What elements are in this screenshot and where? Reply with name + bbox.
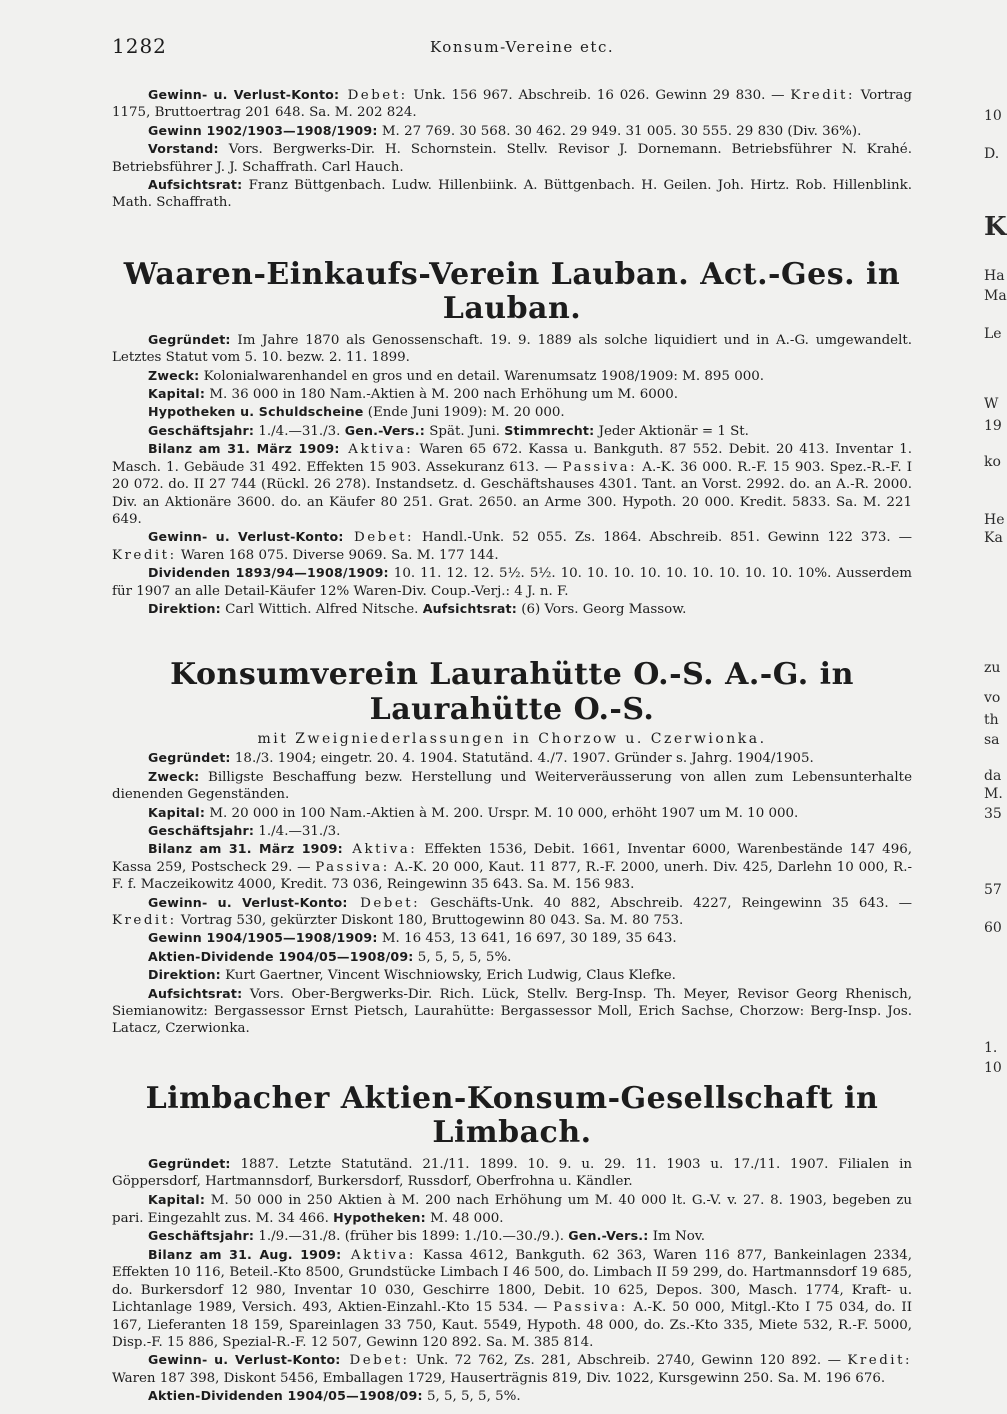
paragraph <box>112 948 912 966</box>
field-text: Carl Wittich. Alfred Nitsche. <box>220 601 423 617</box>
field-text: Vortrag 530, gekürzter Diskont 180, Bruttogewinn 80 043. Sa. M. 80 753. <box>176 913 684 928</box>
field-text: Im Jahre 1870 als Genossenschaft. 19. 9. 1889 als solche liquidiert und in A.-G. umgewandelt. Letztes Statut vom 5. 10. bezw. 2. 11. 1899. <box>112 332 912 366</box>
field-label: Aufsichtsrat: <box>148 177 243 193</box>
paragraph <box>112 894 912 930</box>
paragraph <box>112 176 912 212</box>
margin-fragment: th <box>984 712 999 728</box>
field-text: A.-K. 20 000, Kaut. 11 877, R.-F. 2000, unerh. Div. 425, Darlehn 10 000, R.-F. f. Maczeikowitz 4000, Kredit. 73 036, Reingewinn 35 643. Sa. M. 156 983. <box>112 859 912 893</box>
field-label: Kapital: <box>148 1191 206 1207</box>
field-label: Gewinn- u. Verlust-Konto: <box>148 894 348 910</box>
company-subtitle: mit Zweigniederlassungen in Chorzow u. Czerwionka. <box>257 731 767 748</box>
field-label: Vorstand: <box>148 141 219 157</box>
field-text: Unk. 156 967. Abschreib. 16 026. Gewinn 29 830. — <box>407 88 791 103</box>
paragraph <box>112 422 912 440</box>
field-text: 1./4.—31./3. <box>254 823 341 839</box>
margin-fragment: 60 <box>984 920 1002 936</box>
margin-fragment: vo <box>984 690 1001 706</box>
paragraph <box>112 929 912 947</box>
margin-fragment: He <box>984 512 1005 528</box>
field-text: Kolonialwarenhandel en gros und en detail. Warenumsatz 1908/1909: M. 895 000. <box>199 368 765 384</box>
entry-continuation <box>112 86 912 212</box>
field-label: Dividenden 1893/94—1908/1909: <box>148 565 389 581</box>
spaced-label: Passiva: <box>562 459 638 475</box>
field-label: Gegründet: <box>148 1155 231 1171</box>
field-label: Zweck: <box>148 367 200 383</box>
running-title: Konsum-Vereine etc. <box>430 38 615 56</box>
field-label: Aufsichtsrat: <box>422 600 518 616</box>
field-text: (6) Vors. Georg Massow. <box>517 601 687 617</box>
paragraph <box>112 1191 912 1228</box>
margin-fragment: Ka <box>984 530 1003 546</box>
field-label: Bilanz am 31. März 1909: <box>148 441 340 457</box>
paragraph <box>112 1246 912 1351</box>
field-text: Handl.-Unk. 52 055. Zs. 1864. Abschreib. 851. Gewinn 122 373. — <box>414 530 912 546</box>
field-label: Geschäftsjahr: <box>148 822 255 838</box>
field-text: Effekten 1536, Debit. 1661, Inventar 6000, Warenbestände 147 496, Kassa 259, Postscheck 29. — <box>112 842 912 875</box>
spaced-label: Debet: <box>347 895 421 911</box>
margin-fragment: da <box>984 768 1002 784</box>
spaced-label: Aktiva: <box>341 1247 416 1263</box>
field-text: Kassa 4612, Bankguth. 62 363, Waren 116 877, Bankeinlagen 2334, Effekten 10 116, Beteil.-Kto 8500, Grundstücke Limbach I 46 500, do. Limbach II 59 299, do. Hartmannsdorf 19 685, do. Burkersdorf 12 980, Inventar 10 030, Geschirre 1800, Debit. 10 625, Depos. 300, Masch. 1774, Kraft- u. Lichtanlage 1989, Versich. 493, Aktien-Einzahl.-Kto 15 534. — <box>112 1247 912 1316</box>
field-text: Jeder Aktionär = 1 St. <box>594 423 749 439</box>
margin-fragment: Le <box>984 326 1002 342</box>
spaced-label: Kredit: <box>112 913 177 928</box>
paragraph <box>112 985 912 1038</box>
company-entry <box>112 258 912 619</box>
field-label: Gen.-Vers.: <box>344 422 425 438</box>
margin-fragment: K <box>984 212 1007 242</box>
spaced-label: Debet: <box>340 1353 410 1369</box>
field-text: Waren 65 672. Kassa u. Bankguth. 87 552. Debit. 20 413. Inventar 1. Masch. 1. Gebäude 31 492. Effekten 15 903. Assekuranz 613. — <box>112 442 912 475</box>
paragraph <box>112 600 912 618</box>
field-text: 10. 11. 12. 12. 5½. 5½. 10. 10. 10. 10. 10. 10. 10. 10. 10. 10%. Ausserdem für 1907 an alle Detail-Käufer 12% Waren-Div. Coup.-Verj.: 4 J. n. F. <box>112 566 912 599</box>
paragraph <box>112 403 912 421</box>
field-text: Franz Büttgenbach. Ludw. Hillenbiink. A. Büttgenbach. H. Geilen. Joh. Hirtz. Rob. Hillenblink. Math. Schaffrath. <box>112 178 912 211</box>
field-label: Bilanz am 31. Aug. 1909: <box>148 1246 342 1262</box>
field-label: Kapital: <box>148 386 206 402</box>
paragraph <box>112 564 912 600</box>
field-text: Geschäfts-Unk. 40 882, Abschreib. 4227, Reingewinn 35 643. — <box>420 895 913 911</box>
margin-fragment: W <box>984 396 999 412</box>
field-label: Gegründet: <box>148 331 231 347</box>
paragraph <box>112 385 912 403</box>
field-label: Stimmrecht: <box>504 422 595 438</box>
paragraph <box>112 768 912 804</box>
field-label: Gewinn 1904/1905—1908/1909: <box>148 930 378 946</box>
paragraph <box>112 966 912 984</box>
paragraph <box>112 840 912 893</box>
field-text: Vors. Ober-Bergwerks-Dir. Rich. Lück, Stellv. Berg-Insp. Th. Meyer, Revisor Georg Rhenisch, Siemianowitz: Bergassessor Ernst Pietsch, Laurahütte: Bergassessor Moll, Erich Sachse, Chorzow: Berg-Insp. Jos. Latacz, Czerwionka. <box>112 986 912 1037</box>
paragraph <box>112 331 912 367</box>
margin-fragment: 57 <box>984 882 1002 898</box>
paragraph <box>112 1387 912 1405</box>
spaced-label: Passiva: <box>553 1300 628 1316</box>
company-title: Waaren-Einkaufs-Verein Lauban. Act.-Ges. in Lauban. <box>123 256 901 327</box>
paragraph <box>112 1155 912 1191</box>
field-label: Gewinn 1902/1903—1908/1909: <box>148 122 378 138</box>
entries <box>112 212 912 1406</box>
field-text: 5, 5, 5, 5, 5%. <box>422 1389 521 1405</box>
field-text: Waren 187 398, Diskont 5456, Emballagen 1729, Hauserträgnis 819, Div. 1022, Kursgewinn 250. Sa. M. 196 676. <box>112 1370 886 1386</box>
field-text: Vors. Bergwerks-Dir. H. Schornstein. Stellv. Revisor J. Dornemann. Betriebsführer N. Krahé. Betriebsführer J. J. Schaffrath. Carl Hauch. <box>112 142 912 175</box>
field-text: M. 36 000 in 180 Nam.-Aktien à M. 200 nach Erhöhung um M. 6000. <box>205 387 679 403</box>
paragraph <box>112 749 912 767</box>
margin-fragment: sa <box>984 732 1000 748</box>
field-text: M. 50 000 in 250 Aktien à M. 200 nach Erhöhung um M. 40 000 lt. G.-V. v. 27. 8. 1903, begeben zu pari. Eingezahlt zus. M. 34 466. <box>112 1192 912 1227</box>
paragraph <box>112 1351 912 1387</box>
page-number: 1282 <box>112 34 167 58</box>
margin-fragment: 19 <box>984 418 1002 434</box>
spaced-label: Kredit: <box>790 88 855 103</box>
field-label: Gegründet: <box>148 750 231 766</box>
field-text: 18./3. 1904; eingetr. 20. 4. 1904. Statutänd. 4./7. 1907. Gründer s. Jahrg. 1904/1905. <box>230 751 814 767</box>
field-label: Bilanz am 31. März 1909: <box>148 841 343 857</box>
paragraph <box>112 1227 912 1245</box>
paragraph <box>112 804 912 822</box>
spaced-label: Kredit: <box>112 547 177 563</box>
text-column <box>112 28 912 1406</box>
company-entry <box>112 658 912 1038</box>
company-title: Konsumverein Laurahütte O.-S. A.-G. in Laurahütte O.-S. <box>170 657 854 727</box>
spaced-label: Aktiva: <box>339 442 414 458</box>
field-text: Waren 168 075. Diverse 9069. Sa. M. 177 144. <box>176 547 499 563</box>
field-text: A.-K. 50 000, Mitgl.-Kto I 75 034, do. II 167, Lieferanten 18 159, Spareinlagen 33 750, Kaut. 5549, Hypoth. 48 000, do. Zs.-Kto 335, Miete 532, R.-F. 5000, Disp.-F. 15 886, Spezial-R.-F. 12 507, Gewinn 120 892. Sa. M. 385 814. <box>112 1300 912 1350</box>
field-label: Direktion: <box>148 967 221 983</box>
company-entry <box>112 1082 912 1406</box>
field-label: Gewinn- u. Verlust-Konto: <box>148 87 340 102</box>
spaced-label: Passiva: <box>315 859 390 875</box>
field-text: Im Nov. <box>648 1229 706 1245</box>
spaced-label: Kredit: <box>847 1353 912 1369</box>
field-text: Billigste Beschaffung bezw. Herstellung und Weiterveräusserung von allen zum Lebensunterhalte dienenden Gegenständen. <box>112 769 912 803</box>
field-text: Kurt Gaertner, Vincent Wischniowsky, Erich Ludwig, Claus Klefke. <box>220 968 676 984</box>
field-label: Gewinn- u. Verlust-Konto: <box>148 1352 341 1368</box>
field-label: Aufsichtsrat: <box>148 985 243 1001</box>
margin-fragment: 10 <box>984 1060 1002 1076</box>
running-head <box>112 28 912 64</box>
field-text: Vortrag 1175, Bruttoertrag 201 648. Sa. M. 202 824. <box>112 88 912 121</box>
margin-fragment: 10 <box>984 108 1002 124</box>
field-label: Zweck: <box>148 768 200 784</box>
margin-fragment: zu <box>984 660 1001 676</box>
field-label: Hypotheken: <box>333 1210 426 1226</box>
paragraph <box>112 367 912 385</box>
field-text: 1./9.—31./8. (früher bis 1899: 1./10.—30./9.). <box>254 1229 569 1245</box>
paragraph <box>112 122 912 140</box>
margin-fragment: D. <box>984 146 1000 162</box>
paragraph <box>112 528 912 564</box>
field-text: Unk. 72 762, Zs. 281, Abschreib. 2740, Gewinn 120 892. — <box>409 1353 848 1369</box>
spaced-label: Debet: <box>339 88 408 103</box>
field-label: Aktien-Dividenden 1904/05—1908/09: <box>148 1388 423 1404</box>
paragraph <box>112 440 912 528</box>
field-text: M. 27 769. 30 568. 30 462. 29 949. 31 005. 30 555. 29 830 (Div. 36%). <box>377 123 862 139</box>
field-text: M. 20 000 in 100 Nam.-Aktien à M. 200. Urspr. M. 10 000, erhöht 1907 um M. 10 000. <box>205 805 799 821</box>
margin-fragment: 35 <box>984 806 1002 822</box>
field-text: 1./4.—31./3. <box>254 423 345 439</box>
field-label: Hypotheken u. Schuldscheine <box>148 404 364 420</box>
field-label: Aktien-Dividende 1904/05—1908/09: <box>148 948 414 964</box>
margin-fragment: Ma <box>984 288 1007 304</box>
margin-fragment: M. <box>984 786 1003 802</box>
field-text: A.-K. 36 000. R.-F. 15 903. Spez.-R.-F. I 20 072. do. II 27 744 (Rückl. 26 278). Instandsetz. d. Geschäftshauses 4301. Tant. an Vorst. 2992. do. an A.-R. 2000. Div. an Aktionäre 3600. do. an Käufer 80 251. Grat. 2650. an Arme 300. Hypoth. 20 000. Kredit. 5833. Sa. M. 221 649. <box>112 459 912 527</box>
field-label: Direktion: <box>148 600 221 616</box>
field-text: Spät. Juni. <box>424 423 505 439</box>
margin-fragment: Ha <box>984 268 1005 284</box>
field-text: M. 48 000. <box>425 1211 504 1227</box>
margin-fragment: 1. <box>984 1040 998 1056</box>
field-label: Kapital: <box>148 804 206 820</box>
field-text: (Ende Juni 1909): M. 20 000. <box>363 405 565 421</box>
field-label: Geschäftsjahr: <box>148 1228 255 1244</box>
field-label: Gen.-Vers.: <box>568 1228 649 1244</box>
paragraph <box>112 822 912 840</box>
margin-fragment: ko <box>984 454 1001 470</box>
field-text: 5, 5, 5, 5, 5%. <box>413 949 512 965</box>
spaced-label: Debet: <box>343 530 415 546</box>
company-title: Limbacher Aktien-Konsum-Gesellschaft in Limbach. <box>145 1080 879 1151</box>
field-text: M. 16 453, 13 641, 16 697, 30 189, 35 643. <box>377 931 677 947</box>
field-label: Gewinn- u. Verlust-Konto: <box>148 529 344 545</box>
paragraph <box>112 140 912 176</box>
spaced-label: Aktiva: <box>342 842 418 858</box>
field-text: 1887. Letzte Statutänd. 21./11. 1899. 10. 9. u. 29. 11. 1903 u. 17./11. 1907. Filialen in Göppersdorf, Hartmannsdorf, Burkersdorf, Russdorf, Oberfrohna u. Kändler. <box>112 1156 912 1190</box>
field-label: Geschäftsjahr: <box>148 422 255 438</box>
adjacent-page-margin <box>982 0 1007 1414</box>
paragraph <box>112 86 912 122</box>
